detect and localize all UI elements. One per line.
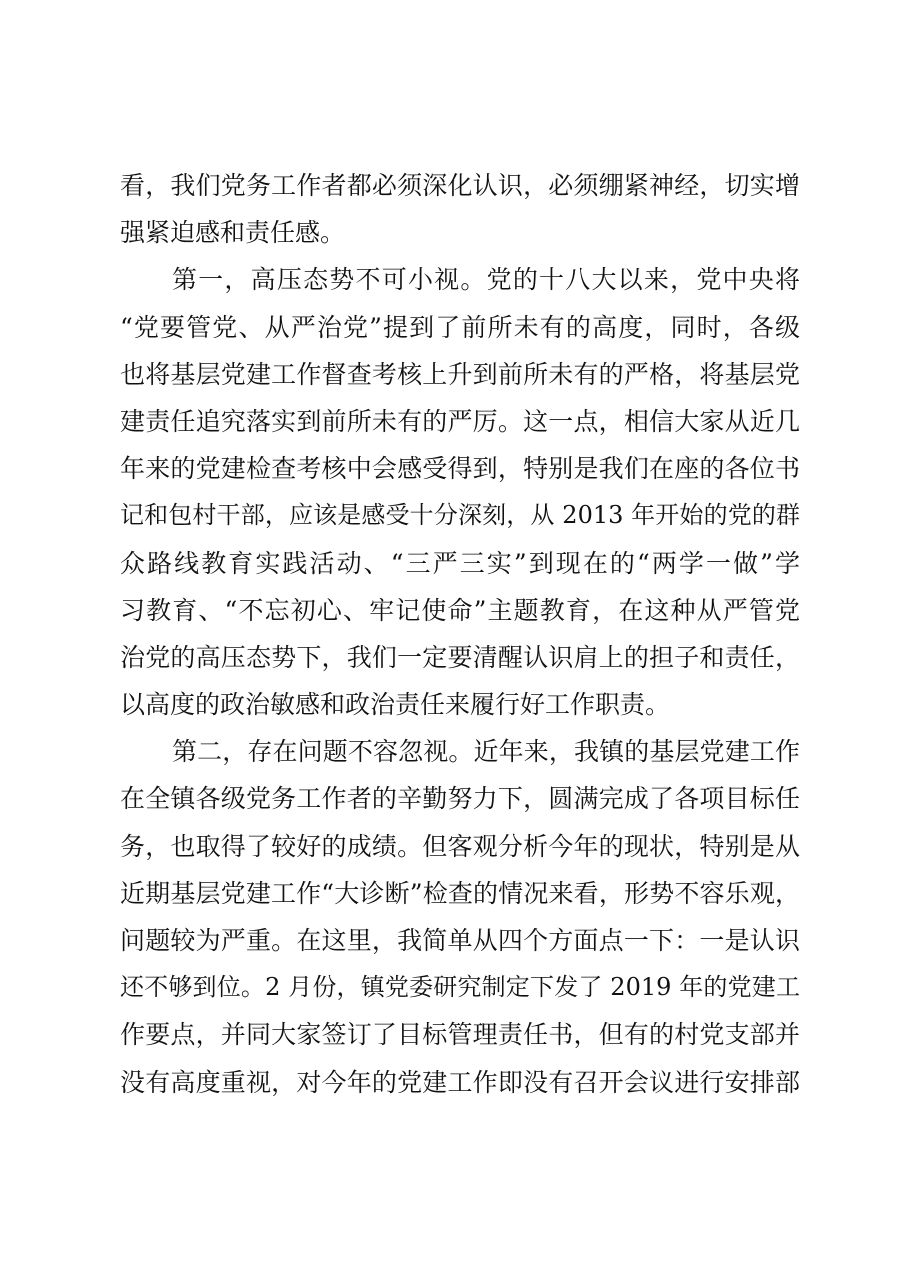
text-line: 治党的高压态势下，我们一定要清醒认识肩上的担子和责任，: [120, 642, 800, 672]
text-line: 没有高度重视，对今年的党建工作即没有召开会议进行安排部: [120, 1067, 800, 1097]
text-line: 以高度的政治敏感和政治责任来履行好工作职责。: [120, 690, 671, 720]
text-line: 看，我们党务工作者都必须深化认识，必须绷紧神经，切实增: [120, 171, 800, 200]
text-line: 记和包村干部，应该是感受十分深刻，从 2013 年开始的党的群: [120, 501, 800, 530]
text-line: 务，也取得了较好的成绩。但客观分析今年的现状，特别是从: [120, 831, 800, 861]
document-body: [120, 162, 800, 1106]
text-line: 强紧迫感和责任感。: [120, 218, 346, 248]
text-line: 近期基层党建工作“大诊断”检查的情况来看，形势不容乐观，: [120, 878, 800, 908]
text-line: 第一，高压态势不可小视。党的十八大以来，党中央将: [172, 265, 800, 295]
text-line: 在全镇各级党务工作者的辛勤努力下，圆满完成了各项目标任: [120, 784, 800, 814]
text-line: 习教育、“不忘初心、牢记使命”主题教育，在这种从严管党: [120, 595, 800, 625]
text-line: 问题较为严重。在这里，我简单从四个方面点一下：一是认识: [120, 926, 800, 955]
text-line: 年来的党建检查考核中会感受得到，特别是我们在座的各位书: [120, 454, 800, 484]
text-line: 众路线教育实践活动、“三严三实”到现在的“两学一做”学: [120, 548, 800, 578]
text-line: “党要管党、从严治党”提到了前所未有的高度，同时，各级: [120, 312, 800, 342]
text-line: 也将基层党建工作督查考核上升到前所未有的严格，将基层党: [120, 359, 800, 389]
text-line: 第二，存在问题不容忽视。近年来，我镇的基层党建工作: [172, 737, 800, 767]
text-line: 还不够到位。2 月份，镇党委研究制定下发了 2019 年的党建工: [120, 973, 800, 1002]
text-line: 建责任追究落实到前所未有的严厉。这一点，相信大家从近几: [120, 406, 800, 436]
text-line: 作要点，并同大家签订了目标管理责任书，但有的村党支部并: [120, 1020, 800, 1050]
